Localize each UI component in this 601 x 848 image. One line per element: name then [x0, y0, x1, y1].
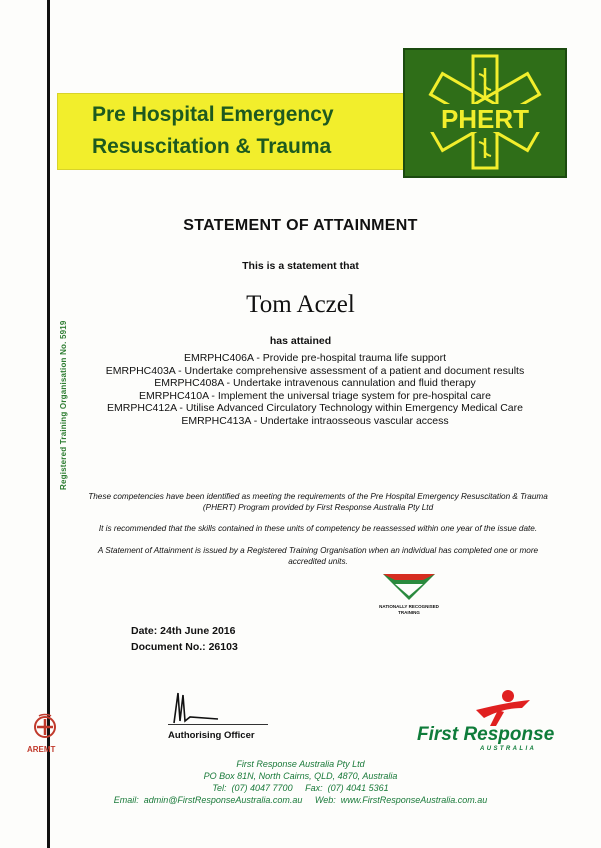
certificate-title: STATEMENT OF ATTAINMENT	[183, 217, 418, 234]
first-response-runner-icon	[472, 688, 532, 728]
unit-item: EMRPHC403A - Undertake comprehensive assessment of a patient and document results	[105, 364, 525, 377]
signature-line	[168, 724, 268, 725]
competency-note: These competencies have been identified as meeting the requirements of the Pre Hospital Emergency Resuscitation & Trauma (PHERT) Program provided by First Response Australia Pty Ltd	[88, 492, 548, 512]
units-list	[60, 352, 570, 427]
aremt-badge-icon	[30, 712, 60, 744]
unit-item: EMRPHC413A - Undertake intraosseous vascular access	[181, 414, 449, 427]
reassessment-note: It is recommended that the skills contained in these units of competency be reassessed within one year of the issue date.	[98, 524, 538, 533]
unit-item: EMRPHC408A - Undertake intravenous cannulation and fluid therapy	[154, 377, 476, 389]
nrt-label	[374, 604, 444, 616]
nrt-label-line1: NATIONALLY RECOGNISED	[379, 604, 439, 609]
unit-item: EMRPHC410A - Implement the universal triage system for pre-hospital care	[139, 389, 491, 402]
recipient-name: Tom Aczel	[246, 291, 355, 318]
footer-contact: Email: admin@FirstResponseAustralia.com.au Web: www.FirstResponseAustralia.com.au	[113, 795, 488, 805]
statement-text: This is a statement that	[242, 260, 359, 272]
unit-item: EMRPHC406A - Provide pre-hospital trauma life support	[183, 352, 447, 364]
attained-text: has attained	[269, 335, 332, 347]
footer-address: PO Box 81N, North Cairns, QLD, 4870, Australia	[203, 771, 398, 781]
phert-star-of-life-icon	[403, 48, 567, 178]
header-title-line1: Pre Hospital Emergency	[92, 103, 334, 126]
first-response-logo-sub: AUSTRALIA	[480, 746, 537, 752]
nrt-label-line2: TRAINING	[398, 610, 420, 615]
header-title-line2: Resuscitation & Trauma	[92, 135, 332, 158]
footer-company: First Response Australia Pty Ltd	[236, 759, 365, 769]
rto-number-text: Registered Training Organisation No. 5919	[59, 320, 68, 490]
first-response-logo-text: First Response	[417, 724, 555, 745]
statement-definition-note: A Statement of Attainment is issued by a Registered Training Organisation when an individual has completed one or more accredited units.	[97, 546, 539, 566]
nrt-triangle-icon	[381, 570, 437, 602]
footer-phone: Tel: (07) 4047 7700 Fax: (07) 4041 5361	[212, 783, 389, 793]
authorising-officer-label: Authorising Officer	[168, 730, 255, 741]
phert-logo-text: PHERT	[440, 104, 530, 134]
signature-image	[166, 687, 226, 727]
issue-date: Date: 24th June 2016	[131, 625, 236, 637]
aremt-label: AREMT	[27, 745, 56, 754]
unit-item: EMRPHC412A - Utilise Advanced Circulatory Technology within Emergency Medical Care	[107, 402, 523, 414]
document-number: Document No.: 26103	[131, 641, 238, 653]
